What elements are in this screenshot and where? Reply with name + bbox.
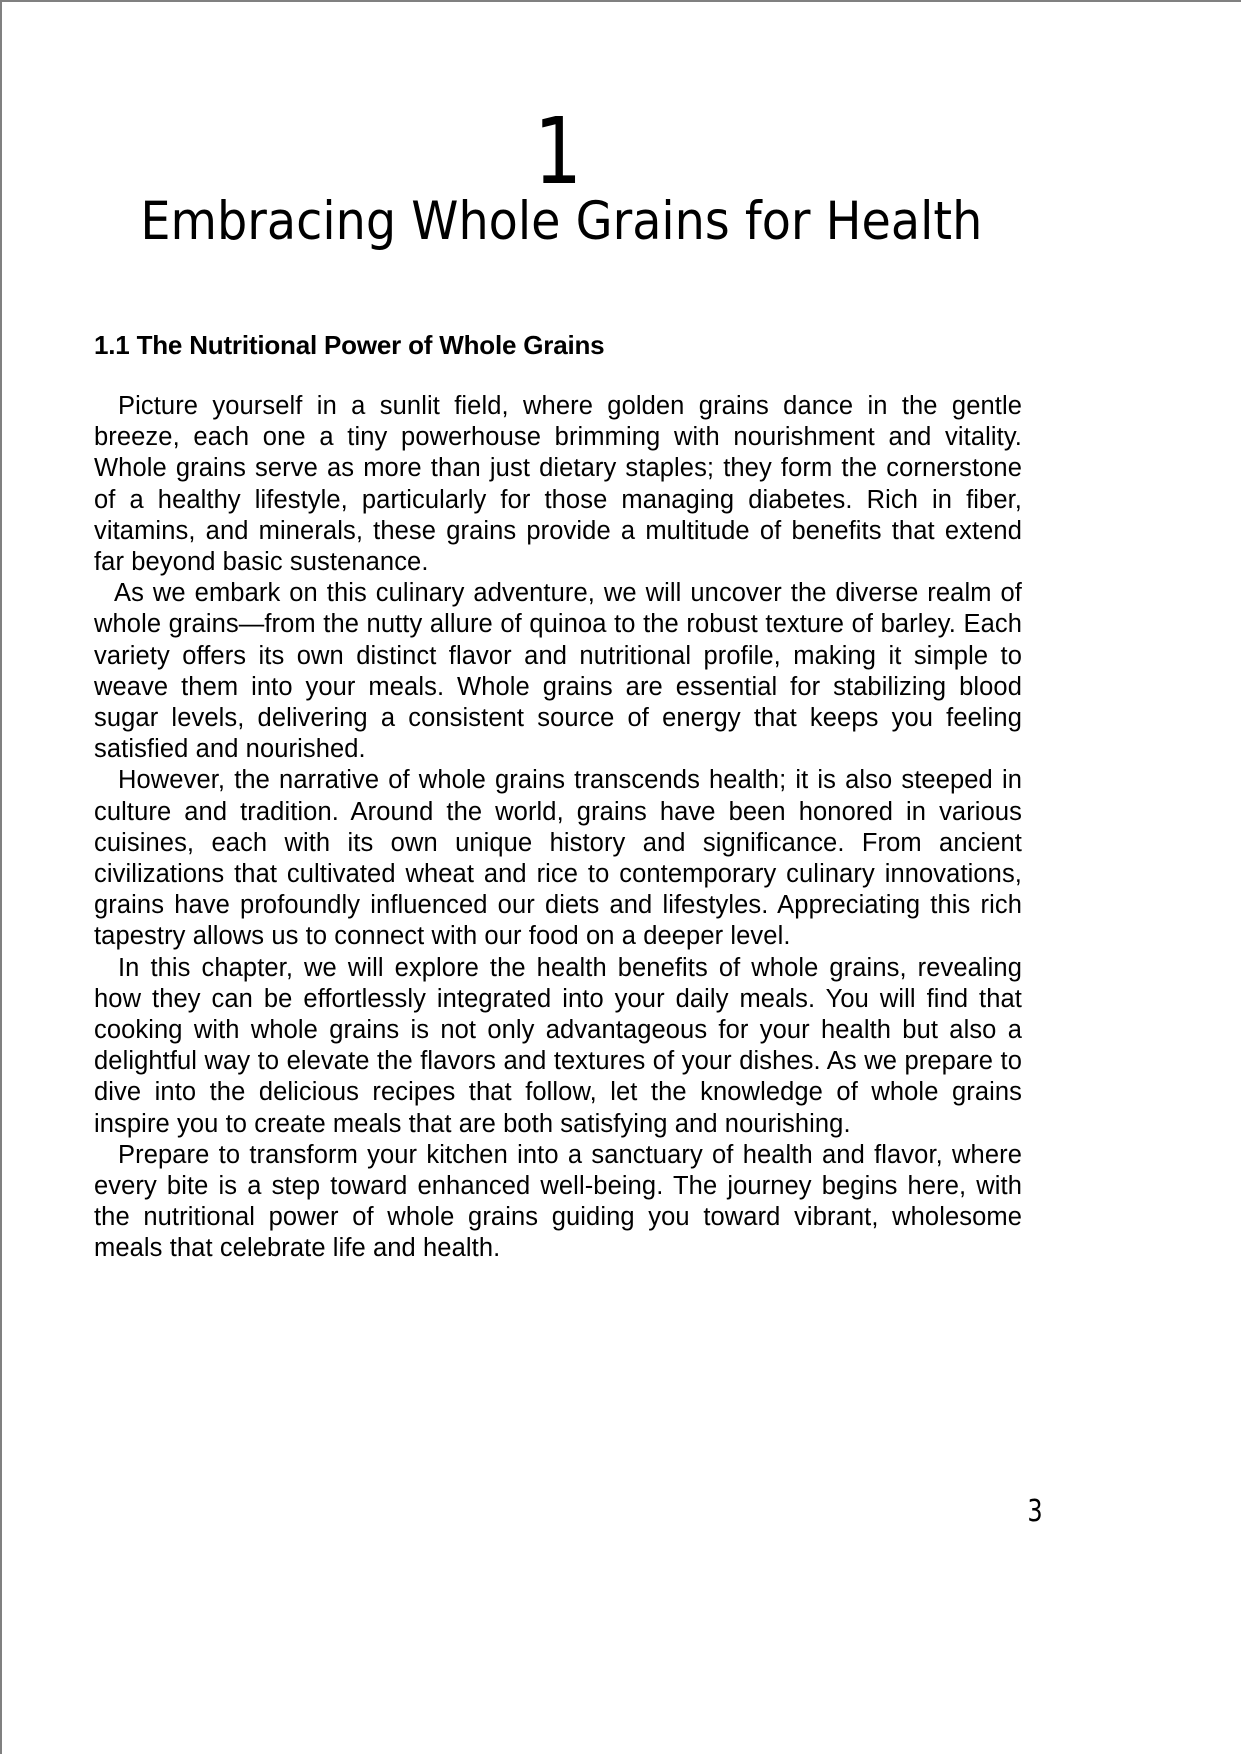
chapter-number: 1 [533, 98, 582, 205]
body-paragraph: Picture yourself in a sunlit field, where golden grains dance in the gentle breeze, each one a tiny powerhouse brimming with nourishment and vitality. Whole grains serve as more than just dietary staples; they form the cornerstone of a healthy lifestyle, particularly for those managing diabetes. Rich in fiber, vitamins, and minerals, these grains provide a multitude of benefits that extend far beyond basic sustenance. [94, 392, 1022, 577]
body-paragraph: In this chapter, we will explore the health benefits of whole grains, revealing how they can be effortlessly integrated into your daily meals. You will find that cooking with whole grains is not only advantageous for your health but also a delightful way to elevate the flavors and textures of your dishes. As we prepare to dive into the delicious recipes that follow, let the knowledge of whole grains inspire you to create meals that are both satisfying and nourishing. [94, 953, 1022, 1138]
body-paragraph: However, the narrative of whole grains transcends health; it is also steeped in culture and tradition. Around the world, grains have been honored in various cuisines, each with its own unique history and significance. From ancient civilizations that cultivated wheat and rice to contemporary culinary innovations, grains have profoundly influenced our diets and lifestyles. Appreciating this rich tapestry allows us to connect with our food on a deeper level. [94, 766, 1022, 951]
body-paragraph: As we embark on this culinary adventure, we will uncover the diverse realm of whole grains—from the nutty allure of quinoa to the robust texture of barley. Each variety offers its own distinct flavor and nutritional profile, making it simple to weave them into your meals. Whole grains are essential for stabilizing blood sugar levels, delivering a consistent source of energy that keeps you feeling satisfied and nourished. [94, 579, 1022, 764]
page-number: 3 [1027, 1494, 1043, 1529]
section-body [94, 391, 1022, 1265]
section-heading: 1.1 The Nutritional Power of Whole Grains [94, 330, 605, 360]
chapter-title: Embracing Whole Grains for Health [140, 191, 983, 252]
body-paragraph: Prepare to transform your kitchen into a sanctuary of health and flavor, where every bite is a step toward enhanced well-being. The journey begins here, with the nutritional power of whole grains guiding you toward vibrant, wholesome meals that celebrate life and health. [94, 1140, 1022, 1263]
